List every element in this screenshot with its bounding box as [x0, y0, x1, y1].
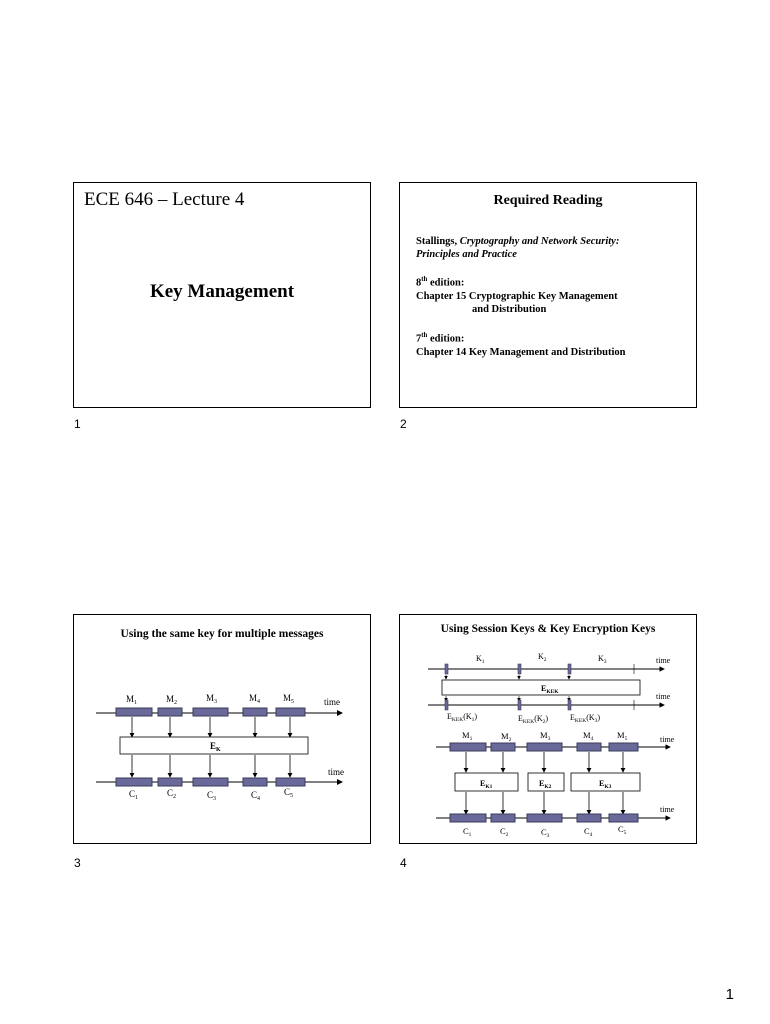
s4-c2-block [491, 814, 515, 822]
enc-k1-label: $E_{KEK}(K_1)$ [447, 712, 478, 723]
k3-mark [568, 664, 571, 674]
slide-3-title: Using the same key for multiple messages [120, 628, 324, 640]
s4-m2-block [491, 743, 515, 751]
book-author: Stallings, [416, 236, 458, 247]
m3-block [193, 708, 228, 716]
msg-time-label: time [660, 735, 675, 744]
slide-1 [73, 182, 371, 408]
time-label-bottom: time [328, 767, 344, 777]
k2-label: $K_2$ [538, 652, 547, 663]
enc-k2-label: $E_{KEK}(K_2)$ [518, 714, 549, 725]
slide-2 [399, 182, 697, 408]
m4-label: $M_4$ [249, 693, 261, 705]
m2-block [158, 708, 182, 716]
s4-m5-label: $M_5$ [617, 730, 628, 742]
c5-block [276, 778, 305, 786]
s4-c3-block [527, 814, 562, 822]
ed7-num: 7 [416, 333, 422, 345]
s4-m4-label: $M_4$ [583, 730, 594, 742]
m2-label: $M_2$ [166, 694, 178, 706]
book-title-line2: Principles and Practice [416, 249, 517, 260]
s4-m2-label: $M_2$ [501, 731, 512, 743]
reading-book [416, 235, 619, 261]
slide-1-number: 1 [74, 417, 81, 431]
ek-label: $E_K$ [210, 741, 221, 753]
ek2-label: $E_{K2}$ [539, 779, 552, 790]
s4-c4-label: $C_4$ [584, 826, 593, 838]
c4-label: $C_4$ [251, 790, 261, 802]
c3-block [193, 778, 228, 786]
s4-c5-label: $C_5$ [618, 824, 627, 836]
edition-7 [416, 329, 626, 359]
c5-label: $C_5$ [284, 787, 294, 799]
k1-mark [445, 664, 448, 674]
enc-key-time-label: time [656, 692, 671, 701]
ed7-sup: th [421, 332, 428, 339]
m3-label: $M_3$ [206, 693, 218, 705]
s4-m3-block [527, 743, 562, 751]
m1-block [116, 708, 152, 716]
slide-4-title: Using Session Keys & Key Encryption Keys [440, 623, 656, 635]
page-number: 1 [725, 986, 734, 1003]
key-time-label: time [656, 656, 671, 665]
c4-block [243, 778, 267, 786]
k3-label: $K_3$ [598, 654, 607, 665]
ed8-label: edition: [427, 277, 465, 289]
m1-label: $M_1$ [126, 694, 138, 706]
ed8-chapter-line2: and Distribution [472, 303, 547, 315]
s4-m1-label: $M_1$ [462, 730, 473, 742]
time-label-top: time [324, 697, 340, 707]
slide-3-diagram [74, 675, 370, 875]
s4-m5-block [609, 743, 638, 751]
ekek-label: $E_{KEK}$ [541, 684, 559, 695]
k2-mark [518, 664, 521, 674]
s4-m3-label: $M_3$ [540, 730, 551, 742]
c2-label: $C_2$ [167, 788, 177, 800]
ed8-chapter-line1: Chapter 15 Cryptographic Key Management [416, 290, 618, 302]
s4-c1-block [450, 814, 486, 822]
ed8-num: 8 [416, 277, 422, 289]
slide-4-number: 4 [400, 856, 407, 870]
slide-4-diagram [400, 643, 696, 843]
slide-1-subtitle: Key Management [149, 281, 295, 302]
slide-4 [399, 614, 697, 844]
edition-8 [416, 273, 618, 316]
slide-1-title: ECE 646 – Lecture 4 [84, 189, 245, 210]
ek3-mark [568, 700, 571, 710]
m5-label: $M_5$ [283, 693, 295, 705]
m4-block [243, 708, 267, 716]
ed8-sup: th [421, 276, 428, 283]
ek1-mark [445, 700, 448, 710]
slide-2-number: 2 [400, 417, 407, 431]
s4-c3-label: $C_3$ [541, 827, 550, 839]
slide-3-number: 3 [74, 856, 81, 870]
c1-label: $C_1$ [129, 789, 139, 801]
s4-c4-block [577, 814, 601, 822]
slide-2-title: Required Reading [493, 193, 603, 208]
c3-label: $C_3$ [207, 790, 217, 802]
c1-block [116, 778, 152, 786]
ek1-label: $E_{K1}$ [480, 779, 493, 790]
ek2-mark [518, 700, 521, 710]
c2-block [158, 778, 182, 786]
s4-c2-label: $C_2$ [500, 826, 509, 838]
enc-k3-label: $E_{KEK}(K_3)$ [570, 713, 601, 724]
s4-m1-block [450, 743, 486, 751]
s4-c5-block [609, 814, 638, 822]
ek3-label: $E_{K3}$ [599, 779, 612, 790]
slide-3 [73, 614, 371, 844]
m5-block [276, 708, 305, 716]
ed7-label: edition: [427, 333, 465, 345]
cipher-time-label: time [660, 805, 675, 814]
ed7-chapter: Chapter 14 Key Management and Distribution [416, 346, 626, 358]
s4-c1-label: $C_1$ [463, 826, 472, 838]
k1-label: $K_1$ [476, 654, 485, 665]
s4-m4-block [577, 743, 601, 751]
book-title-line1: Cryptography and Network Security: [459, 236, 620, 247]
